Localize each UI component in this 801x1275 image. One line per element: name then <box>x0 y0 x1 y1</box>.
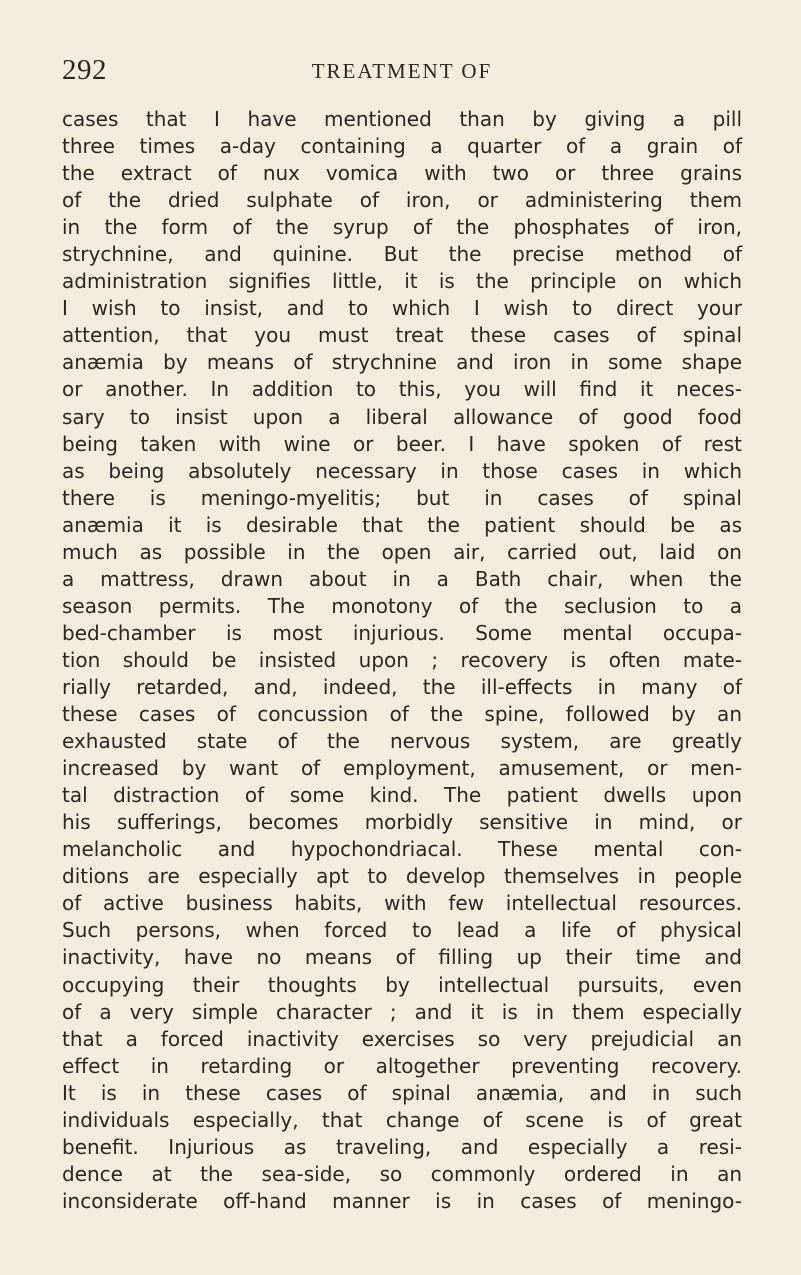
text-line: bed-chamber is most injurious. Some mental occupa- <box>62 620 742 645</box>
text-line: or another. In addition to this, you will find it neces- <box>62 377 742 402</box>
text-line: administration signifies little, it is the principle on which <box>62 269 742 294</box>
page-number: 292 <box>62 54 107 86</box>
text-line: occupying their thoughts by intellectual pursuits, even <box>62 972 742 997</box>
text-line: being taken with wine or beer. I have spoken of rest <box>62 431 742 456</box>
text-line: a mattress, drawn about in a Bath chair, when the <box>62 566 742 591</box>
text-line: of active business habits, with few intellectual resources. <box>62 891 742 916</box>
text-line: in the form of the syrup of the phosphates of iron, <box>62 215 742 240</box>
text-line: sary to insist upon a liberal allowance of good food <box>62 404 742 429</box>
text-line: tal distraction of some kind. The patient dwells upon <box>62 783 742 808</box>
text-line: increased by want of employment, amusement, or men- <box>62 756 742 781</box>
text-line: there is meningo-myelitis; but in cases of spinal <box>62 485 742 510</box>
text-line: the extract of nux vomica with two or three grains <box>62 161 742 186</box>
text-line: individuals especially, that change of scene is of great <box>62 1107 742 1132</box>
text-line: season permits. The monotony of the seclusion to a <box>62 593 742 618</box>
text-line: as being absolutely necessary in those cases in which <box>62 458 742 483</box>
text-line: dence at the sea-side, so commonly ordered in an <box>62 1161 742 1186</box>
running-head: TREATMENT OF <box>311 59 493 83</box>
text-line: three times a-day containing a quarter of a grain of <box>62 134 742 159</box>
text-line: inconsiderate off-hand manner is in cases of meningo- <box>62 1188 742 1213</box>
text-line: exhausted state of the nervous system, are greatly <box>62 729 742 754</box>
page-header <box>62 54 742 88</box>
text-line: tion should be insisted upon ; recovery is often mate- <box>62 647 742 672</box>
text-line: rially retarded, and, indeed, the ill-effects in many of <box>62 674 742 699</box>
text-line: of a very simple character ; and it is in them especially <box>62 999 742 1024</box>
text-line: attention, that you must treat these cases of spinal <box>62 323 742 348</box>
text-line: ditions are especially apt to develop themselves in people <box>62 864 742 889</box>
text-line: Such persons, when forced to lead a life of physical <box>62 918 742 943</box>
text-line: I wish to insist, and to which I wish to direct your <box>62 296 742 321</box>
text-line: melancholic and hypochondriacal. These mental con- <box>62 837 742 862</box>
body-text <box>62 106 742 1215</box>
text-line: anæmia by means of strychnine and iron in some shape <box>62 350 742 375</box>
text-line: It is in these cases of spinal anæmia, and in such <box>62 1080 742 1105</box>
text-line: that a forced inactivity exercises so very prejudicial an <box>62 1026 742 1051</box>
text-line: benefit. Injurious as traveling, and especially a resi- <box>62 1134 742 1159</box>
text-line: strychnine, and quinine. But the precise method of <box>62 242 742 267</box>
text-line: of the dried sulphate of iron, or administering them <box>62 188 742 213</box>
text-line: these cases of concussion of the spine, followed by an <box>62 702 742 727</box>
text-line: his sufferings, becomes morbidly sensitive in mind, or <box>62 810 742 835</box>
text-line: much as possible in the open air, carried out, laid on <box>62 539 742 564</box>
text-line: cases that I have mentioned than by giving a pill <box>62 107 742 131</box>
text-line: inactivity, have no means of filling up their time and <box>62 945 742 970</box>
text-line: effect in retarding or altogether preventing recovery. <box>62 1053 742 1078</box>
text-line: anæmia it is desirable that the patient should be as <box>62 512 742 537</box>
